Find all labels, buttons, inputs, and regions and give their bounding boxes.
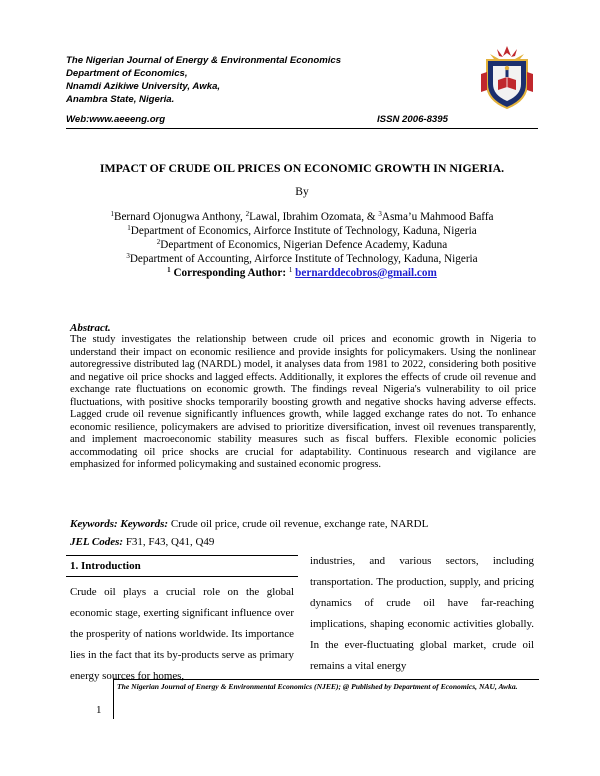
intro-top-rule bbox=[66, 555, 298, 556]
intro-heading-rule bbox=[66, 576, 298, 577]
affiliation-1-sup: 1 bbox=[127, 224, 131, 232]
affiliation-3 bbox=[66, 252, 538, 265]
author-email-link[interactable]: bernarddecobros@gmail.com bbox=[295, 267, 437, 279]
affiliation-1-text: Department of Economics, Airforce Institute of Technology, Kaduna, Nigeria bbox=[130, 225, 477, 237]
department-line: Department of Economics, bbox=[66, 68, 188, 79]
keywords-line bbox=[70, 518, 428, 530]
by-line: By bbox=[295, 186, 309, 198]
jel-text: F31, F43, Q41, Q49 bbox=[123, 536, 215, 548]
affiliation-1 bbox=[66, 224, 538, 237]
email-sup: 1 bbox=[288, 266, 293, 274]
keywords-label: Keywords: Keywords: bbox=[70, 518, 169, 530]
issn-number: ISSN 2006-8395 bbox=[377, 114, 448, 125]
affiliation-2 bbox=[66, 238, 538, 251]
state-line: Anambra State, Nigeria. bbox=[66, 94, 175, 105]
abstract-heading: Abstract. bbox=[70, 322, 111, 334]
author2-sup: 2 bbox=[245, 210, 250, 218]
university-line: Nnamdi Azikiwe University, Awka, bbox=[66, 81, 221, 92]
university-crest-logo bbox=[478, 44, 536, 110]
author-list bbox=[66, 210, 538, 223]
corresponding-author bbox=[66, 266, 538, 279]
footer-text: The Nigerian Journal of Energy & Environmental Economics (NJEE); @ Published by Department of Economics, NAU, Awka. bbox=[117, 682, 518, 691]
paper-title: IMPACT OF CRUDE OIL PRICES ON ECONOMIC GROWTH IN NIGERIA. bbox=[99, 161, 505, 175]
footer-rule bbox=[113, 679, 539, 680]
author2-name: Lawal, Ibrahim Ozomata, & bbox=[249, 211, 379, 223]
keywords-text: Crude oil price, crude oil revenue, exchange rate, NARDL bbox=[168, 518, 429, 530]
corresponding-sup: 1 bbox=[167, 266, 171, 274]
jel-label: JEL Codes: bbox=[70, 536, 124, 548]
journal-name: The Nigerian Journal of Energy & Environmental Economics bbox=[66, 55, 342, 66]
author1-name: Bernard Ojonugwa Anthony, bbox=[113, 211, 246, 223]
journal-website: Web:www.aeeeng.org bbox=[66, 114, 166, 125]
author1-sup: 1 bbox=[110, 210, 114, 218]
page-number: 1 bbox=[96, 704, 102, 716]
abstract-text: The study investigates the relationship between crude oil prices and economic growth in Nigeria to understand their impact on economic resilience and provide insights for policymakers. Using the nonlinear autoregressive distributed lag (NARDL) model, it analyses data from 1981 to 2022, considering both positive and negative oil price shocks and lagged effects. Additionally, it explores the effects of crude oil revenue and exchange rate fluctuations on economic growth. The findings reveal Nigeria's vulnerability to oil price fluctuations, with positive shocks temporarily boosting growth and negative shocks having adverse effects. Lagged crude oil revenue significantly influences growth, while lagged exchange rates do not. To enhance economic resilience, policymakers are advised to prioritize diversification, invest oil revenues transparently, and implement macroeconomic stability measures such as fiscal buffers. Flexible economic policies accommodating oil price shocks are crucial for adaptability. Continuous research and vigilance are emphasized for informed policymaking and sustained economic progress. bbox=[70, 334, 536, 470]
intro-column-1: Crude oil plays a crucial role on the global economic stage, exerting significant influence over the prosperity of nations worldwide. Its importance lies in the fact that its by-products serve as primary energy sources for homes, bbox=[70, 586, 294, 683]
affiliation-3-sup: 3 bbox=[126, 252, 130, 260]
header-rule bbox=[66, 128, 538, 129]
affiliation-2-text: Department of Economics, Nigerian Defence Academy, Kaduna bbox=[160, 239, 448, 251]
affiliation-3-text: Department of Accounting, Airforce Institute of Technology, Kaduna, Nigeria bbox=[129, 253, 478, 265]
introduction-heading: 1. Introduction bbox=[70, 560, 141, 572]
jel-codes-line bbox=[70, 536, 214, 548]
footer-divider bbox=[113, 679, 114, 719]
intro-column-2: industries, and various sectors, including transportation. The production, supply, and pricing dynamics of crude oil have far-reaching implications, shaping economic activities globally. In the ever-fluctuating global market, crude oil remains a vital energy bbox=[310, 555, 534, 673]
corresponding-label: Corresponding Author: bbox=[170, 267, 289, 279]
crest-flame bbox=[490, 46, 524, 59]
author3-name: Asma’u Mahmood Baffa bbox=[381, 211, 494, 223]
author3-sup: 3 bbox=[378, 210, 382, 218]
affiliation-2-sup: 2 bbox=[156, 238, 161, 246]
journal-header bbox=[66, 54, 406, 106]
